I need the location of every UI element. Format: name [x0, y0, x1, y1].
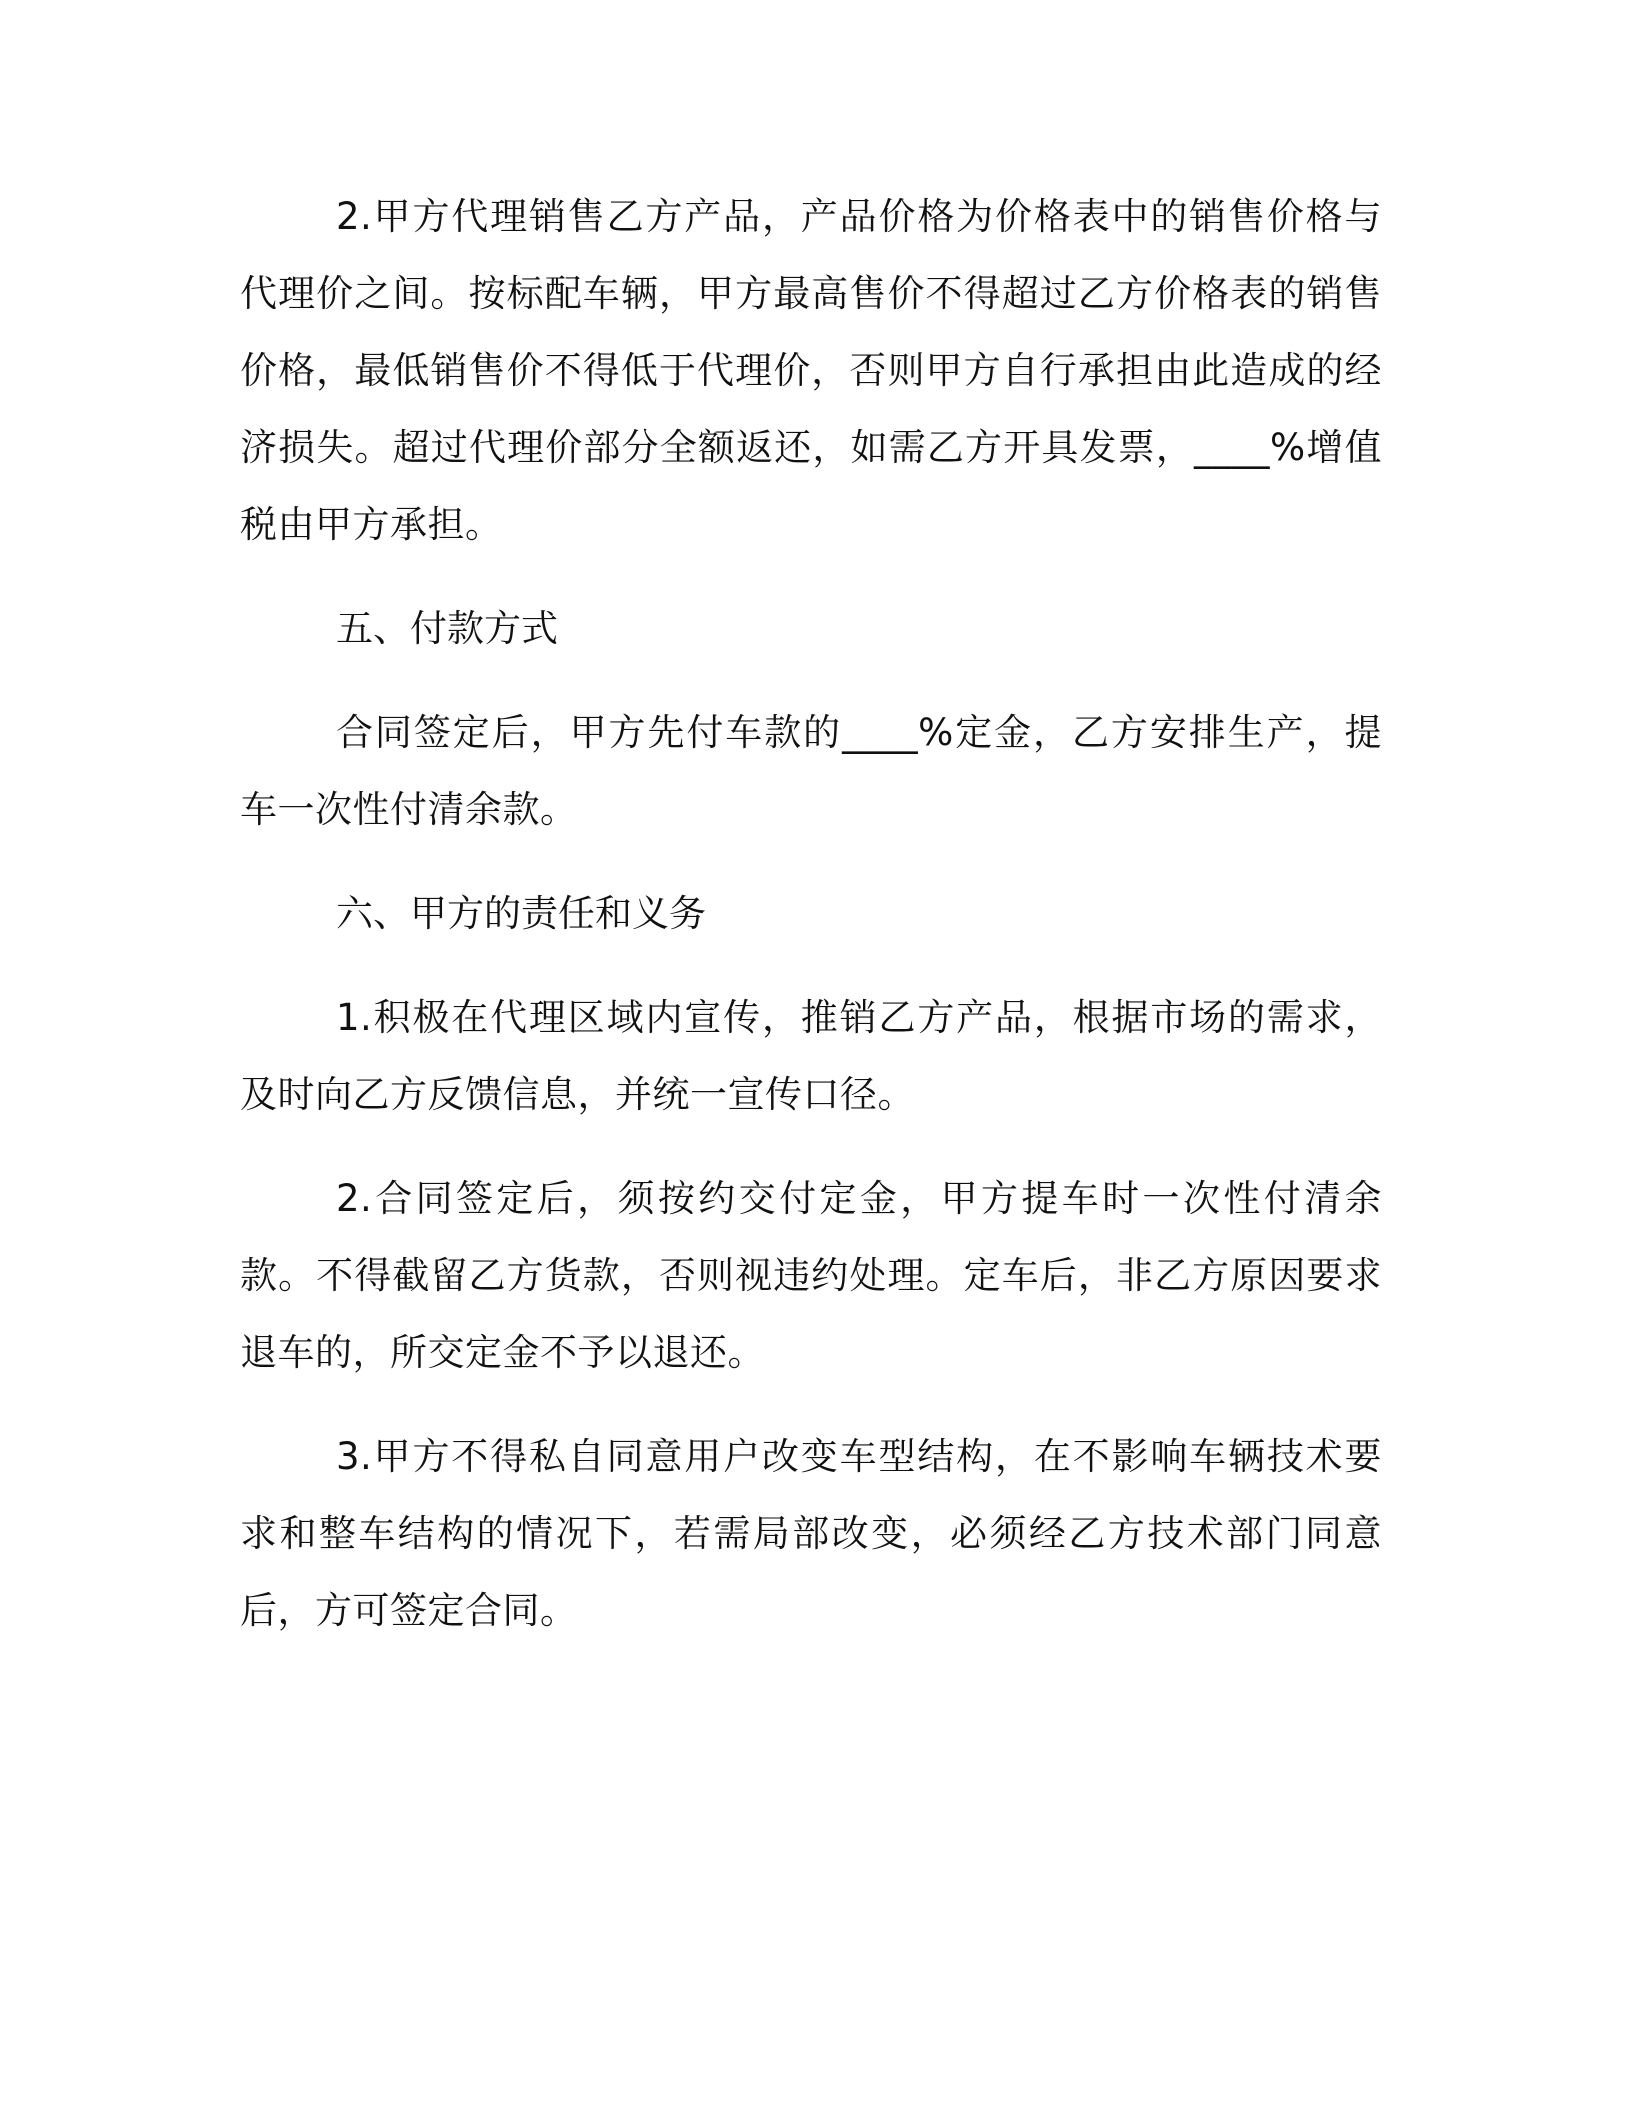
paragraph-gap [240, 1133, 1382, 1160]
document-page [240, 178, 1382, 1649]
paragraph-duty-1: 1.积极在代理区域内宣传，推销乙方产品，根据市场的需求，及时向乙方反馈信息，并统一宣传口径。 [240, 996, 1382, 1116]
paragraph-pricing: 2.甲方代理销售乙方产品，产品价格为价格表中的销售价格与代理价之间。按标配车辆，甲方最高售价不得超过乙方价格表的销售价格，最低销售价不得低于代理价，否则甲方自行承担由此造成的经济损失。超过代理价部分全额返还，如需乙方开具发票，____%增值税由甲方承担。 [240, 195, 1382, 546]
paragraph-duty-3: 3.甲方不得私自同意用户改变车型结构，在不影响车辆技术要求和整车结构的情况下，若需局部改变，必须经乙方技术部门同意后，方可签定合同。 [240, 1435, 1382, 1632]
paragraph-gap [240, 667, 1382, 694]
paragraph-payment: 合同签定后，甲方先付车款的____%定金，乙方安排生产，提车一次性付清余款。 [240, 711, 1382, 831]
paragraph-gap [240, 848, 1382, 875]
paragraph-duty-2: 2.合同签定后，须按约交付定金，甲方提车时一次性付清余款。不得截留乙方货款，否则视违约处理。定车后，非乙方原因要求退车的，所交定金不予以退还。 [240, 1177, 1382, 1374]
paragraph-gap [240, 952, 1382, 979]
paragraph-gap [240, 1391, 1382, 1418]
section-heading-payment: 五、付款方式 [336, 607, 558, 650]
section-heading-party-a-duties: 六、甲方的责任和义务 [336, 892, 706, 935]
paragraph-gap [240, 563, 1382, 590]
